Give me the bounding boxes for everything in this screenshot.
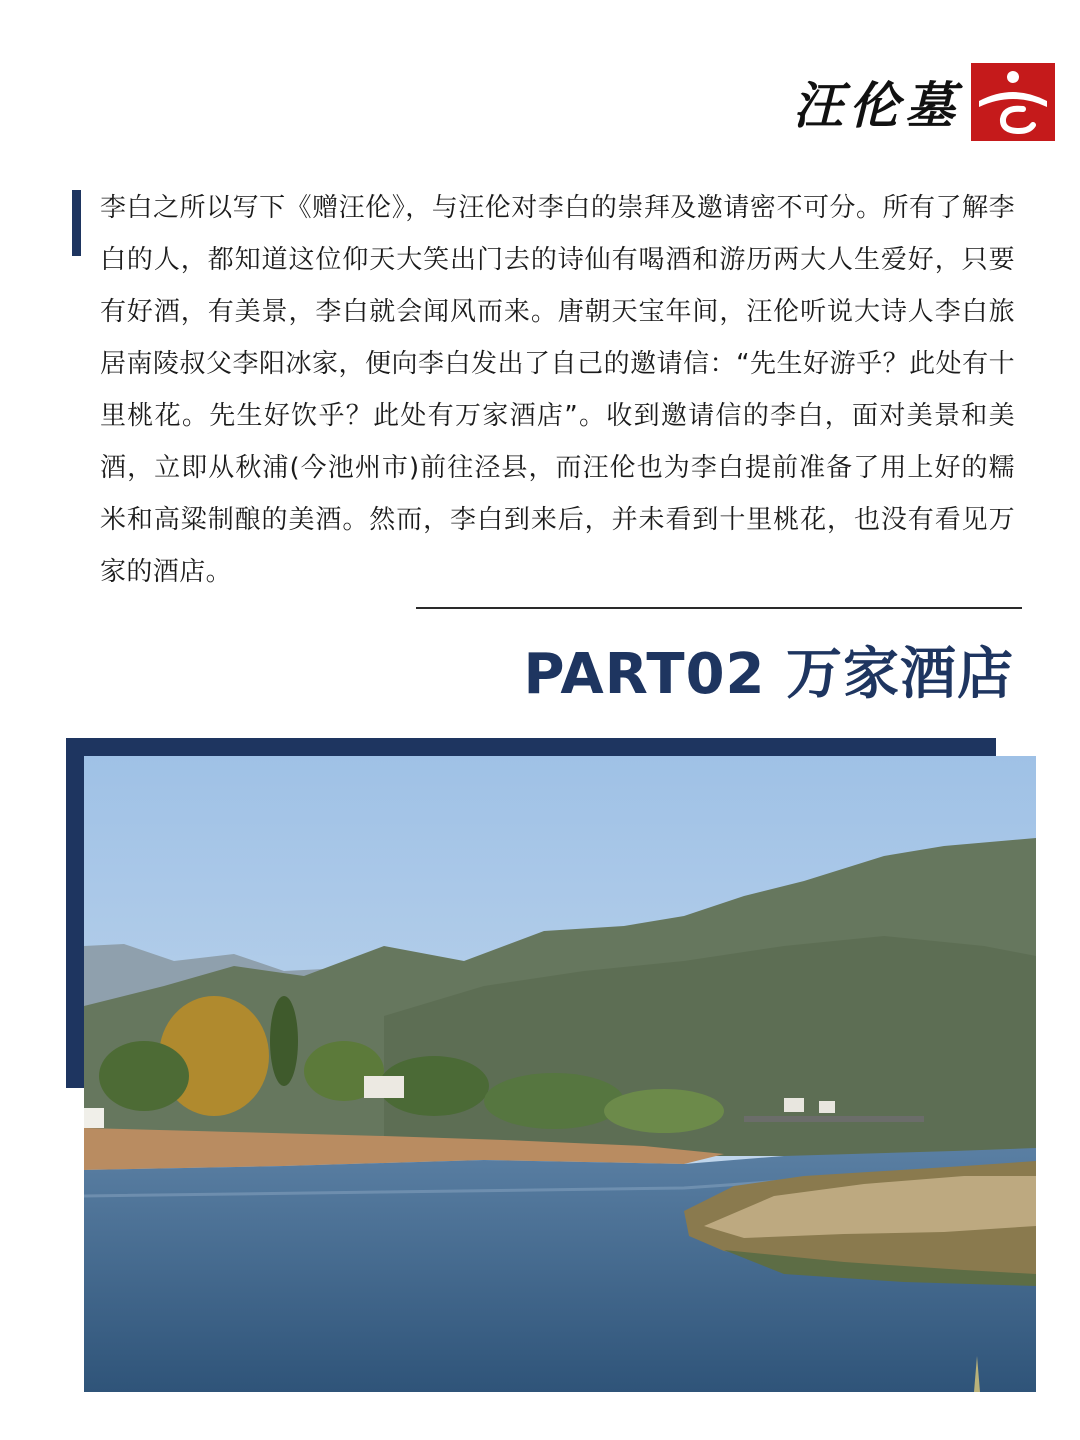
section-title: PART02 万家酒店 bbox=[523, 642, 1014, 707]
quote-accent-bar bbox=[72, 190, 81, 256]
brand-title: 汪伦墓 bbox=[793, 76, 961, 135]
wang-lun-logo-icon bbox=[971, 63, 1055, 141]
article-paragraph: 李白之所以写下《赠汪伦》，与汪伦对李白的崇拜及邀请密不可分。所有了解李白的人，都知道这位仰天大笑出门去的诗仙有喝酒和游历两大人生爱好，只要有好酒，有美景，李白就会闻风而来。唐朝天宝年间，汪伦听说大诗人李白旅居南陵叔父李阳冰家，便向李白发出了自己的邀请信：“先生好游乎？此处有十里桃花。先生好饮乎？此处有万家酒店”。收到邀请信的李白，面对美景和美酒，立即从秋浦(今池州市)前往泾县，而汪伦也为李白提前准备了用上好的糯米和高粱制酿的美酒。然而，李白到来后，并未看到十里桃花，也没有看见万家的酒店。 bbox=[100, 193, 1015, 587]
brand-header bbox=[793, 63, 1055, 141]
river-landscape-photo bbox=[84, 756, 1036, 1392]
section-divider bbox=[416, 607, 1022, 609]
